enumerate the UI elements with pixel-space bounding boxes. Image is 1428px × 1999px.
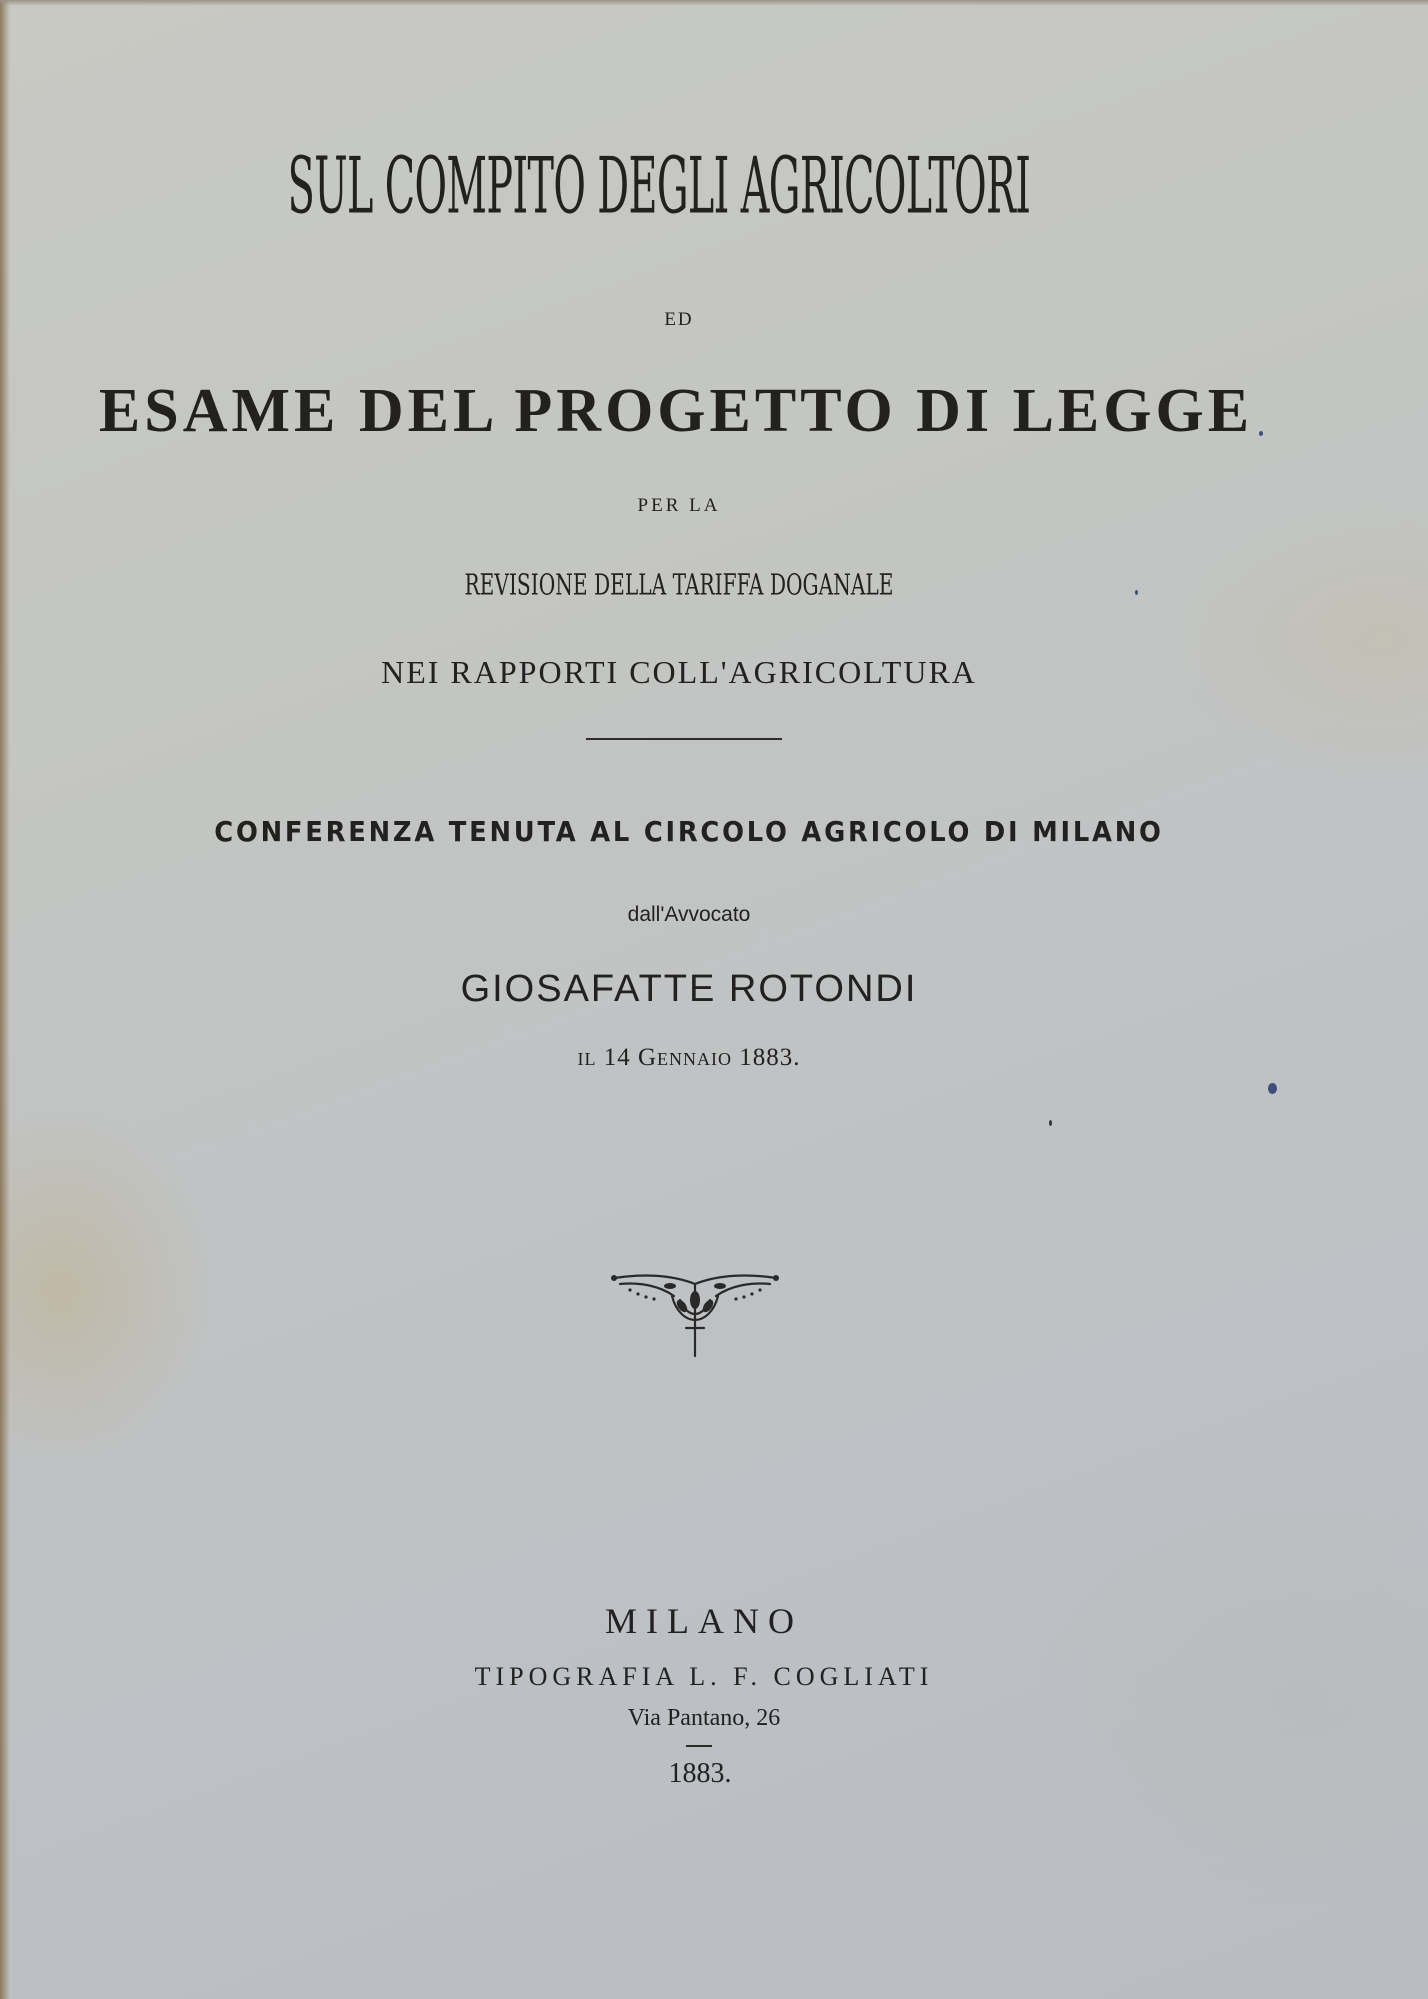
floral-fleuron-icon [610,1270,780,1360]
author-name: GIOSAFATTE ROTONDI [460,968,918,1010]
connector-per-la: PER LA [637,495,721,516]
paper-speck [1135,590,1138,595]
subtitle-rapporti: NEI RAPPORTI COLL'AGRICOLTURA [381,654,977,690]
imprint-short-rule [686,1745,712,1747]
paper-speck [1268,1083,1277,1094]
imprint-city: MILANO [605,1601,803,1641]
connector-ed: ED [664,309,694,330]
author-prefix: dall'Avvocato [627,903,751,926]
paper-speck [1259,431,1263,436]
subtitle-revisione: REVISIONE DELLA TARIFFA DOGANALE [464,567,894,602]
conference-line: CONFERENZA TENUTA AL CIRCOLO AGRICOLO DI MILANO [214,815,1164,848]
main-title-line-1: SUL COMPITO DEGLI AGRICOLTORI [287,141,1031,233]
page-top-shadow [0,0,1428,6]
divider-rule [586,738,782,740]
conference-date: il 14 Gennaio 1883. [577,1044,801,1071]
main-title-line-2: ESAME DEL PROGETTO DI LEGGE [98,377,1254,445]
paper-speck [1049,1120,1052,1126]
imprint-address: Via Pantano, 26 [627,1705,781,1731]
imprint-year: 1883. [668,1758,732,1789]
imprint-printer: TIPOGRAFIA L. F. COGLIATI [474,1662,934,1691]
